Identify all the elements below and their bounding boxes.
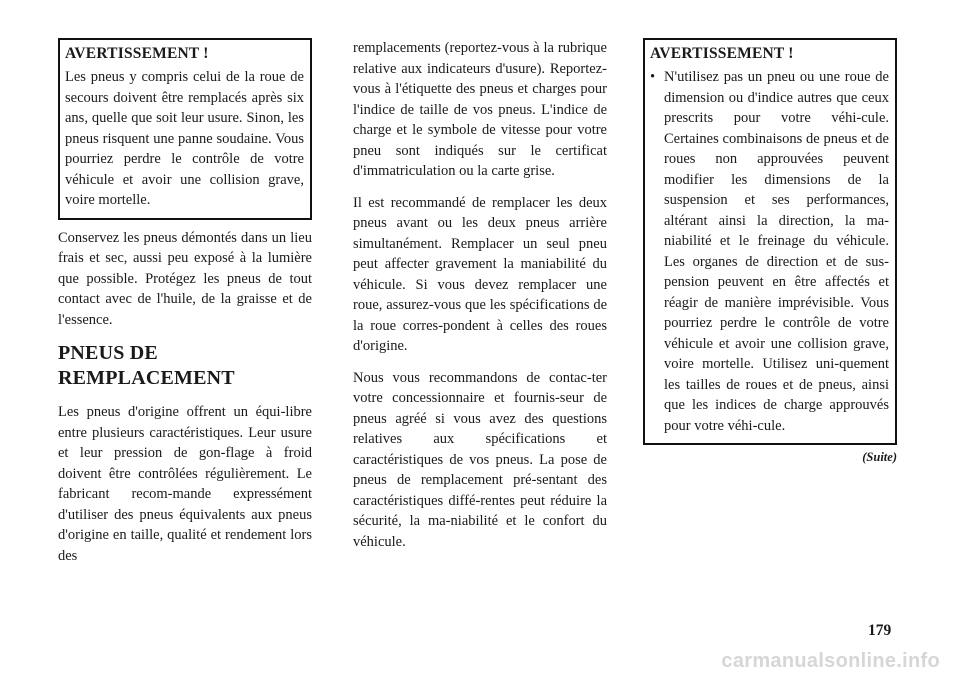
original-tires-paragraph: Les pneus d'origine offrent un équi-libre entre plusieurs caractéristiques. Leur usure et leur pression de gon-flage à froid doivent être contrôlées régulièrement. Le fabricant recom-mande expressément d'utiliser des pneus équivalents aux pneus d'origine en taille, qualité et rendement lors des <box>58 404 312 564</box>
middle-column <box>353 38 607 563</box>
right-column <box>643 38 897 464</box>
replace-pairs-paragraph: Il est recommandé de remplacer les deux pneus avant ou les deux pneus arrière simultanément. Remplacer un seul pneu peut affecter gravement la maniabilité du véhicule. Si vous devez remplacer une roue, assurez-vous que les spécifications de la roue corres-pondent à celles des roues d'origine. <box>353 194 607 354</box>
left-column <box>58 38 312 577</box>
warning-box-tire-size <box>643 38 897 445</box>
warning-box-tire-age <box>58 38 312 220</box>
bullet-icon: • <box>650 69 656 85</box>
section-heading-line-1: PNEUS DE <box>58 342 158 364</box>
page-number: 179 <box>868 622 892 639</box>
warning-bullet-item <box>650 67 889 436</box>
section-heading <box>58 341 312 391</box>
storage-paragraph: Conservez les pneus démontés dans un lieu frais et sec, aussi peu exposé à la lumière que possible. Protégez les pneus de tout contact avec de l'huile, de la graisse et de l'essence. <box>58 229 312 328</box>
replacement-specs-paragraph: remplacements (reportez-vous à la rubrique relative aux indicateurs d'usure). Reportez-vous à l'étiquette des pneus et charges pour l'indice de taille de vos pneus. L'indice de charge et le symbole de vitesse pour votre pneu sont indiqués sur le certificat d'immatriculation ou la carte grise. <box>353 40 607 179</box>
warning-title: AVERTISSEMENT ! <box>65 45 209 62</box>
watermark: carmanualsonline.info <box>721 650 940 672</box>
continued-label: (Suite) <box>862 450 897 464</box>
warning-bullet-text: N'utilisez pas un pneu ou une roue de dimension ou d'indice autres que ceux prescrits pour votre véhi-cule. Certaines combinaisons de pneus et de roues non approuvées peuvent modifier les dimensions de la suspension et ses performances, altérant ainsi la direction, la ma-niabilité et le freinage du véhicule. Les organes de direction et de sus-pension peuvent en être affectés et réagir de manière imprévisible. Vous pourriez perdre le contrôle de votre véhicule et avoir une collision grave, voire mortelle. Utilisez uni-quement les tailles de roues et de pneus, ainsi que les indices de charge approuvés pour votre véhi-cule. <box>664 69 889 434</box>
section-heading-line-2: REMPLACEMENT <box>58 367 235 389</box>
contact-dealer-paragraph: Nous vous recommandons de contac-ter votre concessionnaire et fournis-seur de pneus agréé si vous avez des questions relatives aux spécifications et caractéristiques de vos pneus. La pose de pneus de remplacement pré-sentant des caractéristiques diffé-rentes peut réduire la sécurité, la ma-niabilité et le confort du véhicule. <box>353 369 607 550</box>
warning-title: AVERTISSEMENT ! <box>650 45 794 62</box>
warning-text: Les pneus y compris celui de la roue de secours doivent être remplacés après six ans, quelle que soit leur usure. Sinon, les pneus risquent une panne soudaine. Vous pourriez perdre le contrôle de votre véhicule et avoir une collision grave, voire mortelle. <box>65 69 304 208</box>
